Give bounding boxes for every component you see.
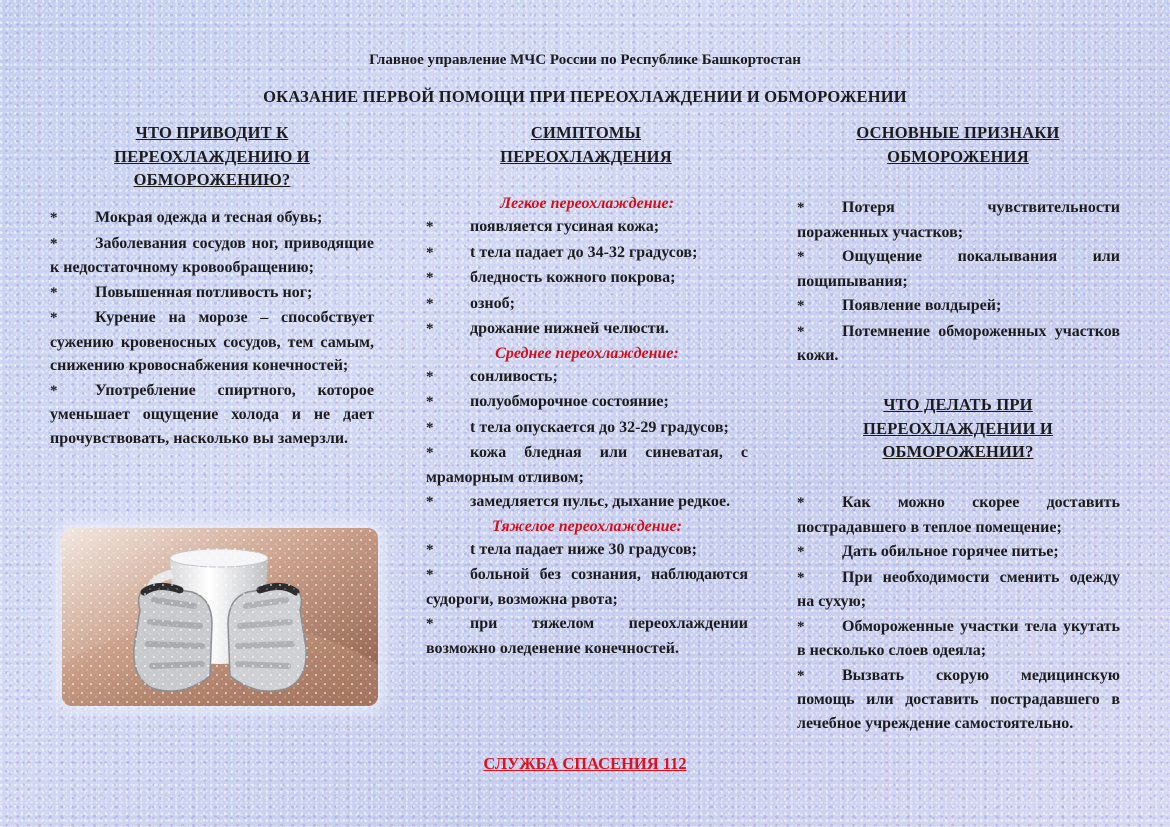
causes-heading xyxy=(62,121,362,192)
list-item: * сонливость; xyxy=(426,365,748,390)
bullet-icon: * xyxy=(50,284,58,301)
bullet-icon: * xyxy=(426,567,434,583)
list-item: * Появление волдырей; xyxy=(797,294,1120,319)
signs-heading xyxy=(808,121,1108,168)
actions-list xyxy=(797,491,1120,736)
list-item: * дрожание нижней челюсти. xyxy=(426,317,748,342)
actions-heading-line: ПЕРЕОХЛАЖДЕНИИ И xyxy=(863,418,1053,438)
list-item: * полуобморочное состояние; xyxy=(426,390,748,415)
list-item: * Как можно скорее доставить пострадавшего в теплое помещение; xyxy=(797,494,1120,536)
list-item: * Заболевания сосудов ног, приводящие к недостаточному кровообращению; xyxy=(50,234,374,276)
bullet-icon: * xyxy=(426,494,434,510)
bullet-icon: * xyxy=(426,445,434,461)
bullet-icon: * xyxy=(426,295,434,312)
list-item: * Употребление спиртного, которое уменьшает ощущение холода и не дает прочувствовать, насколько вы замерзли. xyxy=(50,381,374,447)
bullet-icon: * xyxy=(426,616,434,632)
bullet-icon: * xyxy=(50,235,58,252)
rescue-service-label: СЛУЖБА СПАСЕНИЯ 112 xyxy=(483,754,687,773)
signs-list xyxy=(797,196,1120,369)
bullet-icon: * xyxy=(797,200,805,216)
moderate-hypothermia-title: Среднее переохлаждение: xyxy=(495,344,679,362)
gloved-hands-mug-image xyxy=(62,528,378,706)
list-item: * Потемнение обмороженных участков кожи. xyxy=(797,322,1120,364)
bullet-icon: * xyxy=(426,270,434,286)
causes-heading-line: ОБМОРОЖЕНИЮ? xyxy=(133,170,291,189)
list-item: * замедляется пульс, дыхание редкое. xyxy=(426,490,748,515)
list-item: * t тела опускается до 32-29 градусов; xyxy=(426,416,748,441)
bullet-icon: * xyxy=(50,210,58,226)
bullet-icon: * xyxy=(797,667,805,684)
list-item: * больной без сознания, наблюдаются судороги, возможна рвота; xyxy=(426,566,748,608)
list-item: * Дать обильное горячее питье; xyxy=(797,540,1120,565)
causes-heading-line: ЧТО ПРИВОДИТ К xyxy=(135,123,289,142)
list-item: * озноб; xyxy=(426,292,748,317)
bullet-icon: * xyxy=(50,310,58,326)
bullet-icon: * xyxy=(426,541,434,558)
causes-heading-line: ПЕРЕОХЛАЖДЕНИЮ И xyxy=(114,146,310,166)
page-title: ОКАЗАНИЕ ПЕРВОЙ ПОМОЩИ ПРИ ПЕРЕОХЛАЖДЕНИИ И ОБМОРОЖЕНИИ xyxy=(263,87,907,106)
symptoms-heading-line: ПЕРЕОХЛАЖДЕНИЯ xyxy=(500,146,672,166)
severe-hypothermia-title: Тяжелое переохлаждение: xyxy=(492,517,682,535)
list-item: * Мокрая одежда и тесная обувь; xyxy=(50,206,374,231)
signs-heading-line: ОСНОВНЫЕ ПРИЗНАКИ xyxy=(856,123,1060,142)
list-item: * Курение на морозе – способствует сужению кровеносных сосудов, тем самым, снижению кровоснабжения конечностей; xyxy=(50,309,374,374)
bullet-icon: * xyxy=(797,569,805,586)
list-item: * Повышенная потливость ног; xyxy=(50,281,374,306)
list-item: * При необходимости сменить одежду на сухую; xyxy=(797,568,1120,610)
actions-heading-line: ОБМОРОЖЕНИИ? xyxy=(882,442,1034,461)
mild-hypothermia-title: Легкое переохлаждение: xyxy=(500,195,674,212)
symptoms-heading xyxy=(436,121,736,168)
list-item: * бледность кожного покрова; xyxy=(426,266,748,291)
list-item: * появляется гусиная кожа; xyxy=(426,215,748,240)
bullet-icon: * xyxy=(797,298,805,314)
bullet-icon: * xyxy=(797,544,805,560)
bullet-icon: * xyxy=(50,382,58,399)
bullet-icon: * xyxy=(797,495,805,511)
list-item: * при тяжелом переохлаждении возможно оледенение конечностей. xyxy=(426,615,748,657)
symptoms-list xyxy=(426,193,748,661)
list-item: * Потеря чувствительности пораженных участков; xyxy=(797,199,1120,241)
list-item: * t тела падает ниже 30 градусов; xyxy=(426,538,748,563)
bullet-icon: * xyxy=(797,618,805,635)
actions-heading-line: ЧТО ДЕЛАТЬ ПРИ xyxy=(883,395,1033,414)
bullet-icon: * xyxy=(426,244,434,261)
list-item: * t тела падает до 34-32 градусов; xyxy=(426,241,748,266)
causes-list xyxy=(50,206,374,451)
bullet-icon: * xyxy=(797,249,805,265)
bullet-icon: * xyxy=(426,419,434,436)
organization-name: Главное управление МЧС России по Республике Башкортостан xyxy=(369,52,801,68)
list-item: * Обмороженные участки тела укутать в несколько слоев одеяла; xyxy=(797,617,1120,659)
bullet-icon: * xyxy=(426,394,434,410)
signs-heading-line: ОБМОРОЖЕНИЯ xyxy=(887,146,1029,166)
mug-gloves-icon xyxy=(62,528,378,706)
list-item: * Вызвать скорую медицинскую помощь или доставить пострадавшего в лечебное учреждение самостоятельно. xyxy=(797,666,1120,732)
actions-heading xyxy=(808,393,1108,464)
bullet-icon: * xyxy=(797,323,805,340)
symptoms-heading-line: СИМПТОМЫ xyxy=(530,123,642,142)
bullet-icon: * xyxy=(426,368,434,385)
list-item: * Ощущение покалывания или пощипывания; xyxy=(797,248,1120,290)
bullet-icon: * xyxy=(426,321,434,337)
list-item: * кожа бледная или синеватая, с мраморным отливом; xyxy=(426,444,748,486)
bullet-icon: * xyxy=(426,219,434,235)
